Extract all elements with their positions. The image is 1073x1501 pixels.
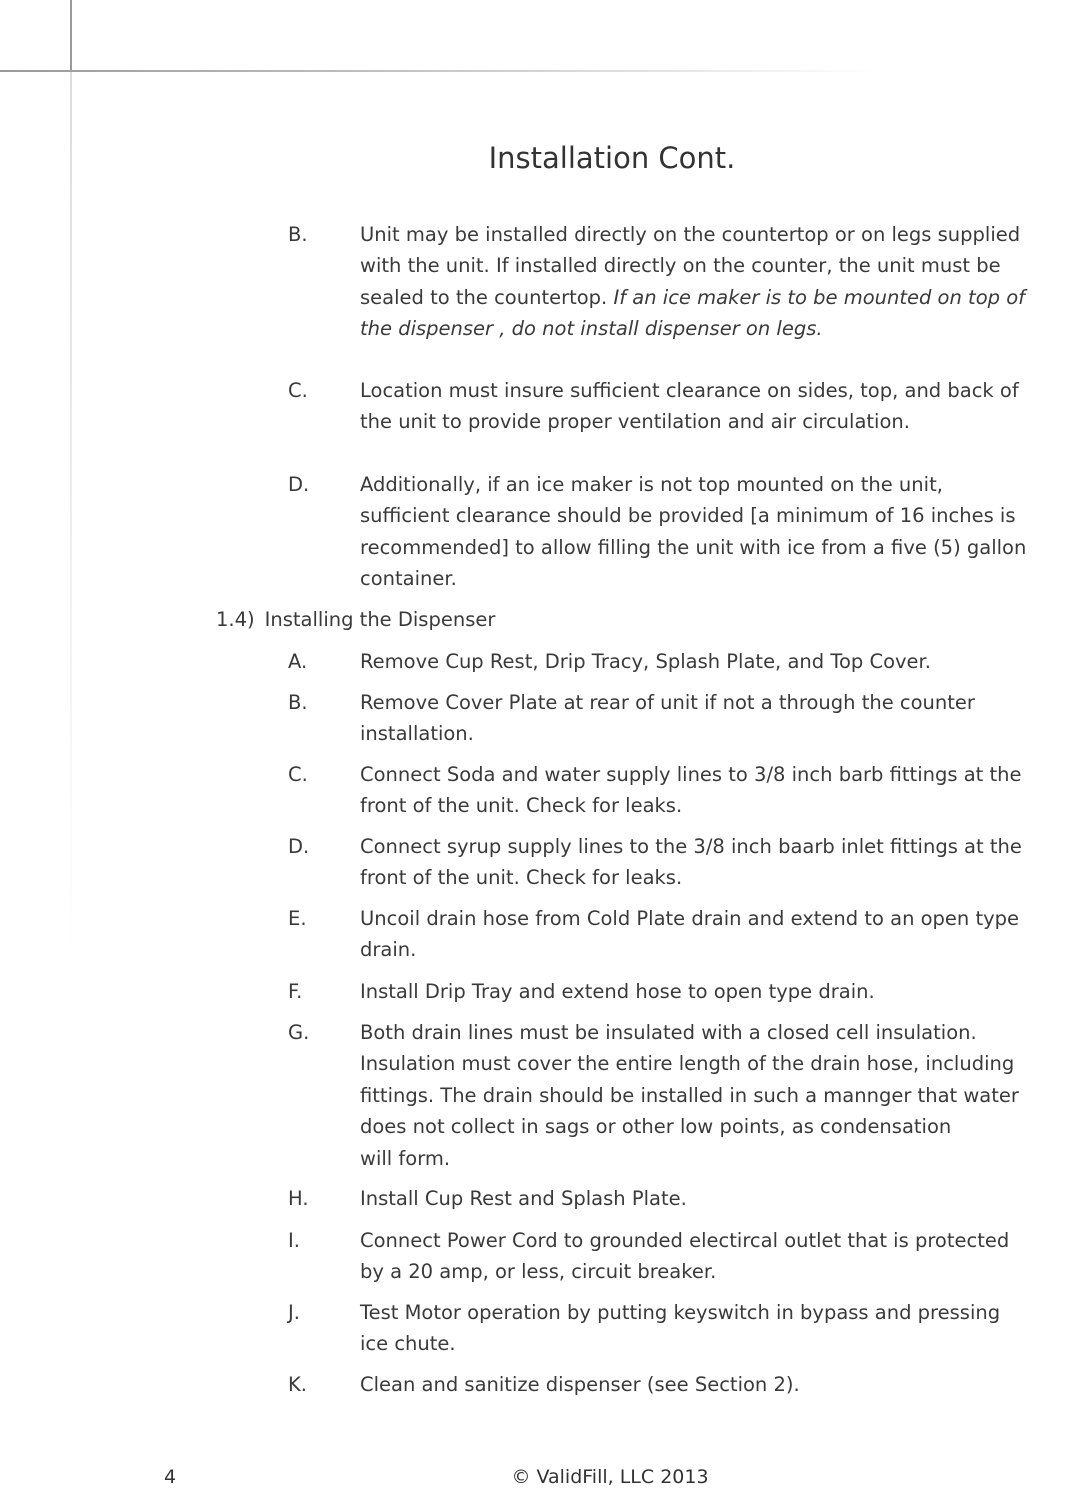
item-text [360, 1017, 1073, 1174]
item-text [360, 1183, 1073, 1214]
item-line: Additionally, if an ice maker is not top mounted on the unit, [360, 473, 943, 496]
item-marker: B. [288, 691, 308, 714]
item-text [360, 903, 1073, 966]
page-title: Installation Cont. [488, 141, 736, 175]
section-label: Installing the Dispenser [264, 608, 496, 631]
item-italic-note: the dispenser , do not install dispenser on legs. [360, 317, 823, 341]
item-text [360, 1369, 1073, 1400]
item-line: container. [360, 567, 457, 591]
page-edge-shadow [70, 72, 72, 952]
item-line: will form. [360, 1146, 451, 1170]
item-line: Clean and sanitize dispenser (see Section 2). [360, 1373, 800, 1396]
item-text [360, 831, 1073, 894]
item-marker: A. [288, 650, 308, 673]
item-line: Install Drip Tray and extend hose to open type drain. [360, 980, 875, 1003]
item-marker: I. [288, 1229, 300, 1252]
item-line [360, 282, 1073, 313]
item-marker: G. [288, 1021, 310, 1044]
item-line: Unit may be installed directly on the countertop or on legs supplied [360, 223, 1021, 246]
item-text [360, 219, 1073, 345]
crop-mark-horizontal [0, 70, 880, 72]
item-text [360, 1297, 1073, 1360]
item-line: Connect Power Cord to grounded electircal outlet that is protected [360, 1229, 1010, 1252]
item-line: does not collect in sags or other low points, as condensation [360, 1115, 952, 1139]
item-marker: D. [288, 473, 310, 496]
copyright-notice: © ValidFill, LLC 2013 [511, 1466, 709, 1488]
item-marker: H. [288, 1187, 309, 1210]
item-marker: B. [288, 223, 308, 246]
item-marker: K. [288, 1373, 307, 1396]
item-line: ice chute. [360, 1332, 456, 1356]
item-line: Insulation must cover the entire length of the drain hose, including [360, 1052, 1015, 1076]
item-italic-note: If an ice maker is to be mounted on top of [613, 285, 1025, 309]
item-line: Remove Cup Rest, Drip Tracy, Splash Plate, and Top Cover. [360, 650, 931, 673]
item-line: Both drain lines must be insulated with a closed cell insulation. [360, 1021, 977, 1044]
item-line: installation. [360, 722, 474, 746]
crop-mark-vertical [70, 0, 72, 72]
item-line: by a 20 amp, or less, circuit breaker. [360, 1260, 717, 1284]
section-heading [216, 604, 495, 635]
item-line: Install Cup Rest and Splash Plate. [360, 1187, 687, 1210]
item-line: fittings. The drain should be installed in such a mannger that water [360, 1083, 1019, 1107]
item-line: Uncoil drain hose from Cold Plate drain and extend to an open type [360, 907, 1020, 930]
item-line: recommended] to allow filling the unit with ice from a five (5) gallon [360, 535, 1027, 559]
item-line: Connect Soda and water supply lines to 3/8 inch barb fittings at the [360, 763, 1022, 786]
item-line: Location must insure sufficient clearance on sides, top, and back of [360, 379, 1019, 402]
item-line: front of the unit. Check for leaks. [360, 866, 683, 890]
item-text [360, 687, 1073, 750]
section-number: 1.4) [216, 608, 255, 631]
item-marker: C. [288, 763, 308, 786]
item-marker: J. [288, 1301, 300, 1324]
item-line: Test Motor operation by putting keyswitch in bypass and pressing [360, 1301, 1001, 1324]
item-line-text: sealed to the countertop. [360, 285, 608, 309]
item-line: Connect syrup supply lines to the 3/8 inch baarb inlet fittings at the [360, 835, 1022, 858]
item-line: drain. [360, 938, 417, 962]
item-text [360, 759, 1073, 822]
item-line: Remove Cover Plate at rear of unit if not a through the counter [360, 691, 975, 714]
item-text [360, 976, 1073, 1007]
item-marker: D. [288, 835, 310, 858]
item-text [360, 646, 1073, 677]
item-text [360, 469, 1073, 595]
page-number: 4 [164, 1466, 177, 1488]
item-line: sufficient clearance should be provided [a minimum of 16 inches is [360, 504, 1016, 528]
item-line: the unit to provide proper ventilation and air circulation. [360, 410, 910, 434]
item-line: front of the unit. Check for leaks. [360, 794, 683, 818]
item-text [360, 1225, 1073, 1288]
item-text [360, 375, 1073, 438]
item-line: with the unit. If installed directly on the counter, the unit must be [360, 254, 1001, 278]
item-marker: C. [288, 379, 308, 402]
item-marker: F. [288, 980, 303, 1003]
item-marker: E. [288, 907, 307, 930]
